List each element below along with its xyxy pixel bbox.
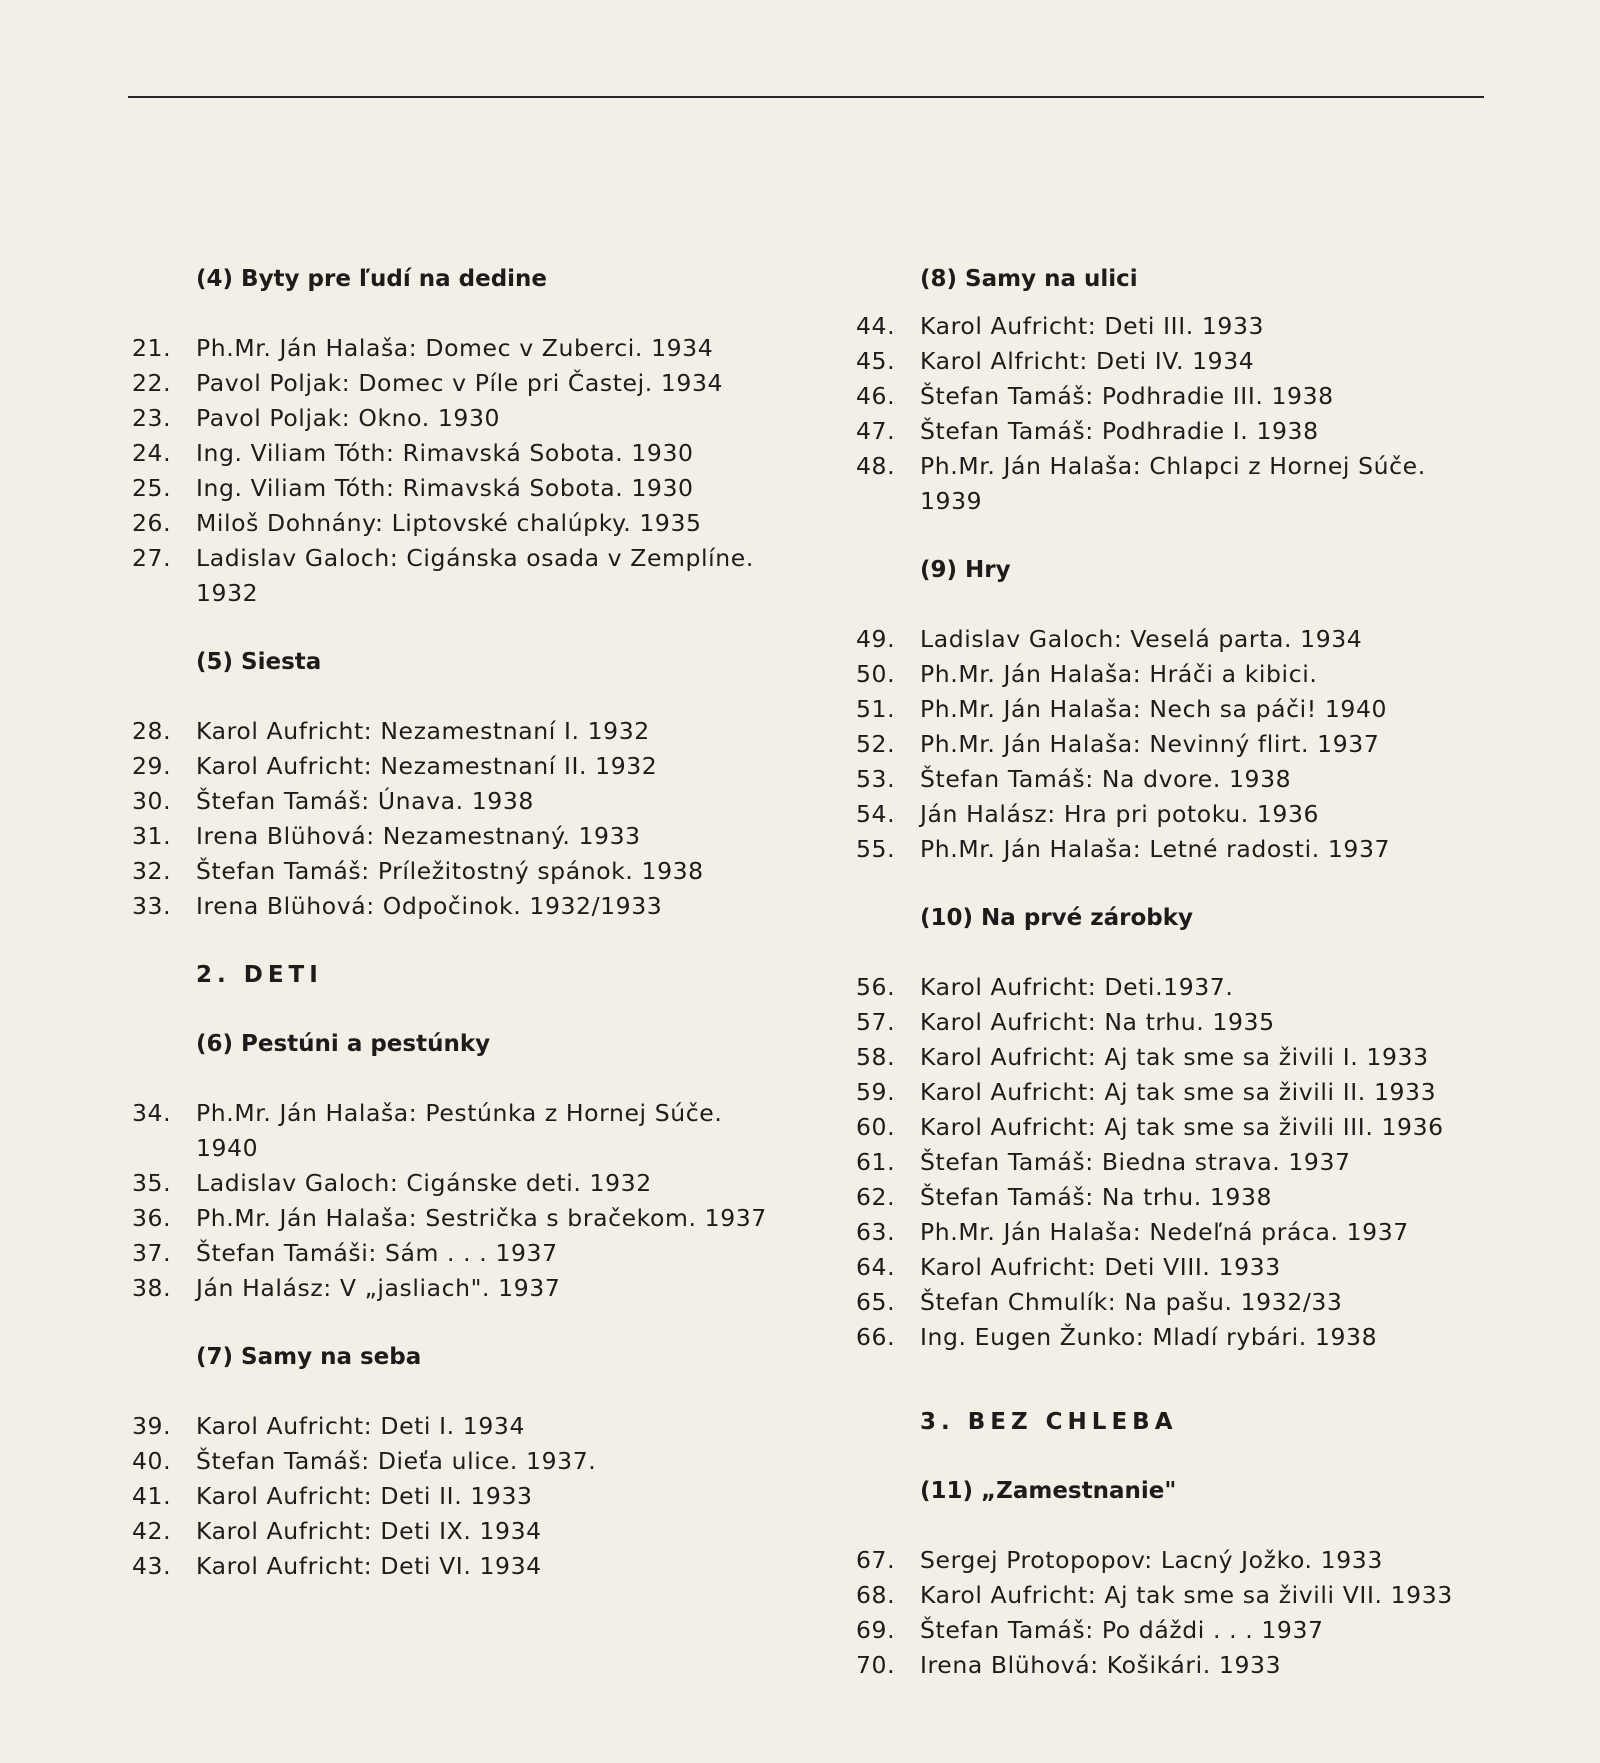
item-text: Ing. Viliam Tóth: Rimavská Sobota. 1930 bbox=[196, 474, 694, 502]
item-number: 41. bbox=[132, 1482, 172, 1510]
section-heading-8: (8) Samy na ulici bbox=[920, 266, 1138, 292]
item-text: Ph.Mr. Ján Halaša: Sestrička s bračekom. 1937 bbox=[196, 1204, 767, 1232]
item-number: 25. bbox=[132, 474, 172, 502]
list-item bbox=[132, 714, 772, 749]
list-item bbox=[132, 1409, 772, 1444]
item-text: Štefan Tamáš: Príležitostný spánok. 1938 bbox=[196, 857, 704, 885]
item-text: Štefan Tamáš: Podhradie III. 1938 bbox=[920, 382, 1334, 410]
item-number: 51. bbox=[856, 695, 896, 723]
list-item bbox=[856, 1285, 1496, 1320]
item-text: Ladislav Galoch: Cigánske deti. 1932 bbox=[196, 1169, 652, 1197]
list-5 bbox=[132, 714, 772, 924]
list-item bbox=[132, 1236, 772, 1271]
item-number: 62. bbox=[856, 1183, 896, 1211]
item-text: Ing. Eugen Žunko: Mladí rybári. 1938 bbox=[920, 1323, 1378, 1351]
item-text: Karol Aufricht: Deti III. 1933 bbox=[920, 312, 1265, 340]
list-4 bbox=[132, 331, 772, 611]
item-number: 42. bbox=[132, 1517, 172, 1545]
list-item bbox=[856, 379, 1496, 414]
item-text: Miloš Dohnány: Liptovské chalúpky. 1935 bbox=[196, 509, 702, 537]
item-number: 68. bbox=[856, 1581, 896, 1609]
item-text: Ladislav Galoch: Veselá parta. 1934 bbox=[920, 625, 1363, 653]
list-item bbox=[132, 1201, 772, 1236]
list-item bbox=[132, 1166, 772, 1201]
item-text: Karol Aufricht: Deti.1937. bbox=[920, 973, 1234, 1001]
chapter-heading-bez-chleba: 3. BEZ CHLEBA bbox=[920, 1409, 1178, 1435]
item-number: 53. bbox=[856, 765, 896, 793]
item-number: 49. bbox=[856, 625, 896, 653]
item-number: 55. bbox=[856, 835, 896, 863]
item-text: Štefan Tamáši: Sám . . . 1937 bbox=[196, 1239, 558, 1267]
list-item bbox=[132, 401, 772, 436]
item-number: 59. bbox=[856, 1078, 896, 1106]
list-item bbox=[856, 727, 1496, 762]
item-text: Ing. Viliam Tóth: Rimavská Sobota. 1930 bbox=[196, 439, 694, 467]
item-number: 54. bbox=[856, 800, 896, 828]
item-number: 28. bbox=[132, 717, 172, 745]
item-number: 36. bbox=[132, 1204, 172, 1232]
item-number: 26. bbox=[132, 509, 172, 537]
item-text: Štefan Tamáš: Biedna strava. 1937 bbox=[920, 1148, 1351, 1176]
item-number: 48. bbox=[856, 452, 896, 480]
item-text: Štefan Tamáš: Na trhu. 1938 bbox=[920, 1183, 1273, 1211]
list-item bbox=[856, 622, 1496, 657]
list-item bbox=[132, 541, 772, 611]
section-heading-11: (11) „Zamestnanie" bbox=[920, 1478, 1177, 1504]
list-item bbox=[856, 797, 1496, 832]
item-text: Karol Aufricht: Deti IX. 1934 bbox=[196, 1517, 542, 1545]
item-text: Ph.Mr. Ján Halaša: Letné radosti. 1937 bbox=[920, 835, 1391, 863]
list-item bbox=[132, 1271, 772, 1306]
list-6 bbox=[132, 1096, 772, 1306]
item-number: 22. bbox=[132, 369, 172, 397]
chapter-heading-deti: 2. DETI bbox=[196, 962, 323, 988]
list-item bbox=[132, 1514, 772, 1549]
list-item bbox=[856, 692, 1496, 727]
item-text: Karol Aufricht: Deti VI. 1934 bbox=[196, 1552, 542, 1580]
item-number: 57. bbox=[856, 1008, 896, 1036]
list-item bbox=[856, 1145, 1496, 1180]
item-number: 58. bbox=[856, 1043, 896, 1071]
item-text: Štefan Chmulík: Na pašu. 1932/33 bbox=[920, 1288, 1343, 1316]
item-text: Ján Halász: Hra pri potoku. 1936 bbox=[920, 800, 1320, 828]
item-number: 63. bbox=[856, 1218, 896, 1246]
list-item bbox=[132, 471, 772, 506]
item-text: Ph.Mr. Ján Halaša: Domec v Zuberci. 1934 bbox=[196, 334, 714, 362]
list-item bbox=[856, 1543, 1496, 1578]
item-number: 67. bbox=[856, 1546, 896, 1574]
item-text: Štefan Tamáš: Po dáždi . . . 1937 bbox=[920, 1616, 1324, 1644]
item-text: Pavol Poljak: Domec v Píle pri Častej. 1934 bbox=[196, 369, 724, 397]
section-heading-5: (5) Siesta bbox=[196, 649, 322, 675]
item-number: 34. bbox=[132, 1099, 172, 1127]
list-item bbox=[132, 1096, 772, 1166]
item-text: Karol Aufricht: Aj tak sme sa živili VII. 1933 bbox=[920, 1581, 1453, 1609]
section-heading-10: (10) Na prvé zárobky bbox=[920, 905, 1194, 931]
item-text: Karol Alfricht: Deti IV. 1934 bbox=[920, 347, 1255, 375]
item-text: Štefan Tamáš: Dieťa ulice. 1937. bbox=[196, 1447, 597, 1475]
item-number: 47. bbox=[856, 417, 896, 445]
list-item bbox=[132, 889, 772, 924]
item-number: 60. bbox=[856, 1113, 896, 1141]
list-item bbox=[856, 414, 1496, 449]
list-item bbox=[132, 1479, 772, 1514]
item-number: 23. bbox=[132, 404, 172, 432]
section-heading-4: (4) Byty pre ľudí na dedine bbox=[196, 266, 548, 292]
list-item bbox=[856, 1648, 1496, 1683]
list-item bbox=[856, 1040, 1496, 1075]
right-column bbox=[856, 262, 1496, 1683]
item-text: Karol Aufricht: Nezamestnaní I. 1932 bbox=[196, 717, 650, 745]
list-item bbox=[132, 1444, 772, 1479]
item-number: 30. bbox=[132, 787, 172, 815]
item-text: Karol Aufricht: Aj tak sme sa živili I. 1933 bbox=[920, 1043, 1429, 1071]
item-number: 40. bbox=[132, 1447, 172, 1475]
top-rule bbox=[128, 96, 1484, 98]
list-item bbox=[856, 344, 1496, 379]
list-item bbox=[856, 762, 1496, 797]
list-9 bbox=[856, 622, 1496, 867]
item-text: Karol Aufricht: Aj tak sme sa živili II. 1933 bbox=[920, 1078, 1437, 1106]
item-number: 56. bbox=[856, 973, 896, 1001]
item-text: Pavol Poljak: Okno. 1930 bbox=[196, 404, 501, 432]
item-text: Ph.Mr. Ján Halaša: Chlapci z Hornej Súče. 1939 bbox=[920, 452, 1426, 515]
item-number: 24. bbox=[132, 439, 172, 467]
item-number: 61. bbox=[856, 1148, 896, 1176]
item-number: 35. bbox=[132, 1169, 172, 1197]
list-item bbox=[856, 1075, 1496, 1110]
list-item bbox=[856, 309, 1496, 344]
item-number: 65. bbox=[856, 1288, 896, 1316]
item-number: 27. bbox=[132, 544, 172, 572]
item-number: 66. bbox=[856, 1323, 896, 1351]
item-text: Štefan Tamáš: Podhradie I. 1938 bbox=[920, 417, 1319, 445]
list-item bbox=[132, 854, 772, 889]
list-item bbox=[856, 832, 1496, 867]
item-number: 45. bbox=[856, 347, 896, 375]
list-item bbox=[856, 1180, 1496, 1215]
list-item bbox=[856, 1613, 1496, 1648]
list-item bbox=[132, 819, 772, 854]
list-item bbox=[856, 970, 1496, 1005]
section-heading-7: (7) Samy na seba bbox=[196, 1344, 422, 1370]
section-heading-9: (9) Hry bbox=[920, 557, 1011, 583]
list-item bbox=[132, 506, 772, 541]
item-text: Ph.Mr. Ján Halaša: Hráči a kibici. bbox=[920, 660, 1318, 688]
list-item bbox=[856, 1110, 1496, 1145]
item-number: 43. bbox=[132, 1552, 172, 1580]
list-item bbox=[856, 657, 1496, 692]
list-10 bbox=[856, 970, 1496, 1355]
item-text: Irena Blühová: Odpočinok. 1932/1933 bbox=[196, 892, 663, 920]
item-number: 39. bbox=[132, 1412, 172, 1440]
item-number: 46. bbox=[856, 382, 896, 410]
item-number: 38. bbox=[132, 1274, 172, 1302]
item-text: Ladislav Galoch: Cigánska osada v Zemplíne. 1932 bbox=[196, 544, 754, 607]
section-heading-6: (6) Pestúni a pestúnky bbox=[196, 1031, 491, 1057]
item-number: 69. bbox=[856, 1616, 896, 1644]
list-item bbox=[132, 784, 772, 819]
list-item bbox=[856, 449, 1496, 519]
item-text: Karol Aufricht: Deti II. 1933 bbox=[196, 1482, 533, 1510]
item-text: Štefan Tamáš: Únava. 1938 bbox=[196, 787, 534, 815]
item-text: Ph.Mr. Ján Halaša: Nevinný flirt. 1937 bbox=[920, 730, 1380, 758]
item-number: 33. bbox=[132, 892, 172, 920]
item-text: Karol Aufricht: Aj tak sme sa živili III. 1936 bbox=[920, 1113, 1444, 1141]
item-text: Sergej Protopopov: Lacný Jožko. 1933 bbox=[920, 1546, 1383, 1574]
item-number: 64. bbox=[856, 1253, 896, 1281]
list-item bbox=[856, 1320, 1496, 1355]
item-number: 44. bbox=[856, 312, 896, 340]
item-number: 70. bbox=[856, 1651, 896, 1679]
item-number: 31. bbox=[132, 822, 172, 850]
list-item bbox=[132, 366, 772, 401]
list-item bbox=[856, 1250, 1496, 1285]
left-column bbox=[132, 262, 772, 1584]
item-number: 32. bbox=[132, 857, 172, 885]
item-number: 37. bbox=[132, 1239, 172, 1267]
item-text: Irena Blühová: Košikári. 1933 bbox=[920, 1651, 1282, 1679]
item-text: Karol Aufricht: Deti VIII. 1933 bbox=[920, 1253, 1281, 1281]
list-7 bbox=[132, 1409, 772, 1584]
list-item bbox=[856, 1005, 1496, 1040]
item-number: 29. bbox=[132, 752, 172, 780]
list-8 bbox=[856, 309, 1496, 519]
list-item bbox=[856, 1578, 1496, 1613]
item-text: Ph.Mr. Ján Halaša: Nech sa páči! 1940 bbox=[920, 695, 1388, 723]
item-text: Ján Halász: V „jasliach". 1937 bbox=[196, 1274, 561, 1302]
list-11 bbox=[856, 1543, 1496, 1683]
item-text: Karol Aufricht: Na trhu. 1935 bbox=[920, 1008, 1275, 1036]
item-text: Štefan Tamáš: Na dvore. 1938 bbox=[920, 765, 1292, 793]
item-text: Ph.Mr. Ján Halaša: Nedeľná práca. 1937 bbox=[920, 1218, 1409, 1246]
list-item bbox=[132, 749, 772, 784]
list-item bbox=[132, 436, 772, 471]
item-number: 52. bbox=[856, 730, 896, 758]
list-item bbox=[132, 1549, 772, 1584]
item-text: Karol Aufricht: Nezamestnaní II. 1932 bbox=[196, 752, 658, 780]
item-text: Irena Blühová: Nezamestnaný. 1933 bbox=[196, 822, 641, 850]
item-number: 21. bbox=[132, 334, 172, 362]
list-item bbox=[856, 1215, 1496, 1250]
list-item bbox=[132, 331, 772, 366]
item-number: 50. bbox=[856, 660, 896, 688]
item-text: Karol Aufricht: Deti I. 1934 bbox=[196, 1412, 526, 1440]
item-text: Ph.Mr. Ján Halaša: Pestúnka z Hornej Súče. 1940 bbox=[196, 1099, 723, 1162]
